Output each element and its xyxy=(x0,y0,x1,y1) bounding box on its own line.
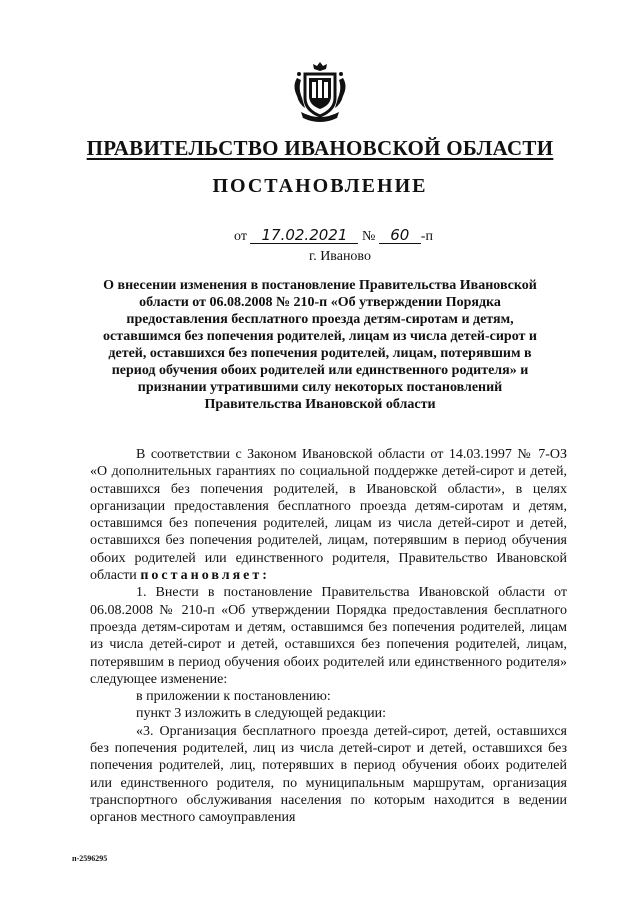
paragraph xyxy=(90,446,567,584)
date-prefix: от xyxy=(234,229,247,244)
paragraph: в приложении к постановлению: xyxy=(136,689,331,705)
paragraph: «3. Организация бесплатного проезда детей-сирот, детей, оставшихся без попечения родителей, лиц из числа детей-сирот и детей, оставшихся без попечения родителей, лиц, потерявших в период обучения обоих родителей или единственного родителя, по муниципальным маршрутам, организация транспортного обслуживания населения по которым находится в ведении органов местного самоуправления xyxy=(90,723,567,826)
paragraph: пункт 3 изложить в следующей редакции: xyxy=(136,706,386,722)
resolution-word: постановляет: xyxy=(140,568,270,584)
number-suffix: -п xyxy=(420,229,433,244)
paragraph-text: В соответствии с Законом Ивановской области от 14.03.1997 № 7-ОЗ «О дополнительных гарантиях по социальной поддержке детей-сирот и детей, оставшихся без попечения родителей, в Ивановской области», в целях организации предоставления бесплатного проезда детям-сиротам и детям, оставшимся без попечения родителей, лицам из числа детей-сирот и детей, оставшихся без попечения родителей, лицам, потерявшим в период обучения обоих родителей или единственного родителя, Правительство Ивановской области xyxy=(90,447,567,584)
city: г. Иваново xyxy=(309,249,371,264)
document-code: п-2596295 xyxy=(72,854,108,863)
document-heading: О внесении изменения в постановление Правительства Ивановской области от 06.08.2008 № 210-п «Об утверждении Порядка предоставления бесплатного проезда детям-сиротам и детям, оставшимся без попечения родителей, лицам из числа детей-сирот и детей, оставшихся без попечения родителей, лицам, потерявшим в период обучения обоих родителей или единственного родителя» и признании утратившими силу некоторых постановлений Правительства Ивановской области xyxy=(103,278,537,412)
government-title: ПРАВИТЕЛЬСТВО ИВАНОВСКОЙ ОБЛАСТИ xyxy=(86,136,554,160)
date-value: 17.02.2021 xyxy=(250,227,358,244)
document-body xyxy=(90,446,567,827)
date-number-line xyxy=(234,227,433,245)
paragraph: 1. Внести в постановление Правительства Ивановской области от 06.08.2008 № 210-п «Об утверждении Порядка предоставления бесплатного проезда детям-сиротам и детям, оставшимся без попечения родителей, лицам из числа детей-сирот и детей, оставшихся без попечения родителей, лицам, потерявшим в период обучения обоих родителей или единственного родителя» следующее изменение: xyxy=(90,585,567,687)
document-type: ПОСТАНОВЛЕНИЕ xyxy=(212,175,428,197)
number-value: 60 xyxy=(379,227,421,244)
coat-of-arms-icon xyxy=(291,60,349,124)
number-sign: № xyxy=(361,229,376,244)
